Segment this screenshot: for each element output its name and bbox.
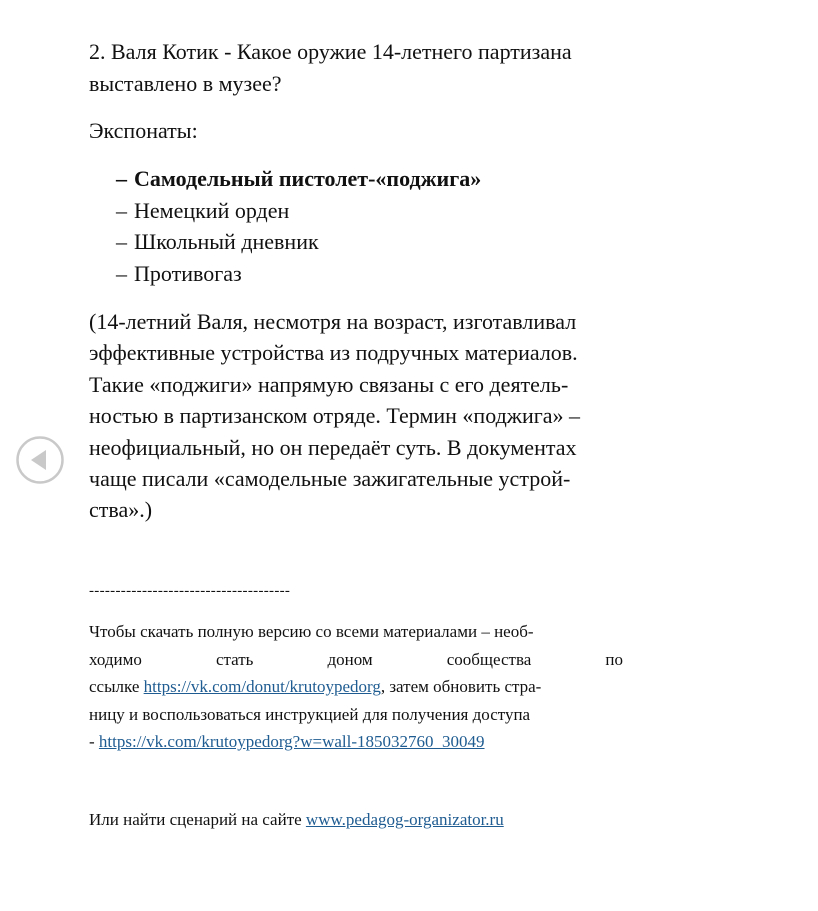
instructions-word: стать	[215, 649, 254, 669]
explanation-line: чаще писали «самодельные зажигательные устрой-	[89, 466, 571, 492]
explanation-line: ства».)	[89, 497, 153, 523]
list-dash: –	[116, 229, 127, 254]
download-instructions	[89, 618, 623, 756]
link-prefix-text: -	[89, 732, 99, 751]
explanation-line: эффективные устройства из подручных материалов.	[89, 340, 578, 366]
wall-post-link[interactable]: https://vk.com/krutoypedorg?w=wall-185032760_30049	[98, 732, 485, 751]
instructions-line-2	[89, 646, 623, 674]
list-dash: –	[116, 260, 127, 286]
explanation-paragraph	[89, 306, 624, 526]
link-suffix-text: , затем обновить стра-	[380, 677, 542, 696]
question-text	[89, 36, 624, 100]
exhibit-item-label: Школьный дневник	[134, 229, 319, 254]
footer-separator: --------------------------------------	[89, 583, 291, 599]
instructions-line-1: Чтобы скачать полную версию со всеми материалами – необ-	[89, 622, 534, 641]
instructions-word: сообщества	[446, 649, 532, 669]
list-item	[116, 163, 481, 195]
link-prefix-text: ссылке	[89, 677, 144, 696]
exhibit-list	[116, 163, 481, 289]
exhibits-heading: Экспонаты:	[89, 118, 198, 143]
explanation-line: Такие «поджиги» напрямую связаны с его деятель-	[89, 371, 569, 397]
instructions-line-3	[89, 673, 623, 701]
exhibit-item-label: Немецкий орден	[134, 197, 290, 223]
site-reference	[89, 806, 504, 833]
instructions-word: ходимо	[89, 649, 142, 669]
exhibit-item-label: Самодельный пистолет-«поджига»	[134, 166, 482, 191]
exhibit-item-label: Противогаз	[134, 260, 242, 286]
instructions-line-4: ницу и воспользоваться инструкцией для получения доступа	[89, 704, 531, 724]
chevron-left-circle-icon	[16, 436, 64, 484]
list-dash: –	[116, 166, 127, 191]
instructions-line-5	[89, 728, 623, 756]
list-item	[116, 195, 481, 227]
site-link[interactable]: www.pedagog-organizator.ru	[305, 810, 504, 829]
instructions-word: по	[605, 649, 623, 669]
instructions-word: доном	[327, 649, 373, 669]
explanation-line: неофициальный, но он передаёт суть. В документах	[89, 434, 577, 460]
list-dash: –	[116, 197, 127, 223]
list-item	[116, 258, 481, 290]
question-line-1: 2. Валя Котик - Какое оружие 14-летнего партизана	[89, 39, 572, 64]
explanation-line: ностью в партизанском отряде. Термин «поджига» –	[89, 403, 581, 429]
previous-page-button[interactable]	[16, 436, 64, 484]
list-item	[116, 226, 481, 258]
explanation-line: (14-летний Валя, несмотря на возраст, изготавливал	[89, 309, 577, 334]
donut-link[interactable]: https://vk.com/donut/krutoypedorg	[143, 677, 381, 696]
site-prefix-text: Или найти сценарий на сайте	[89, 810, 306, 829]
question-line-2: выставлено в музее?	[89, 71, 282, 96]
